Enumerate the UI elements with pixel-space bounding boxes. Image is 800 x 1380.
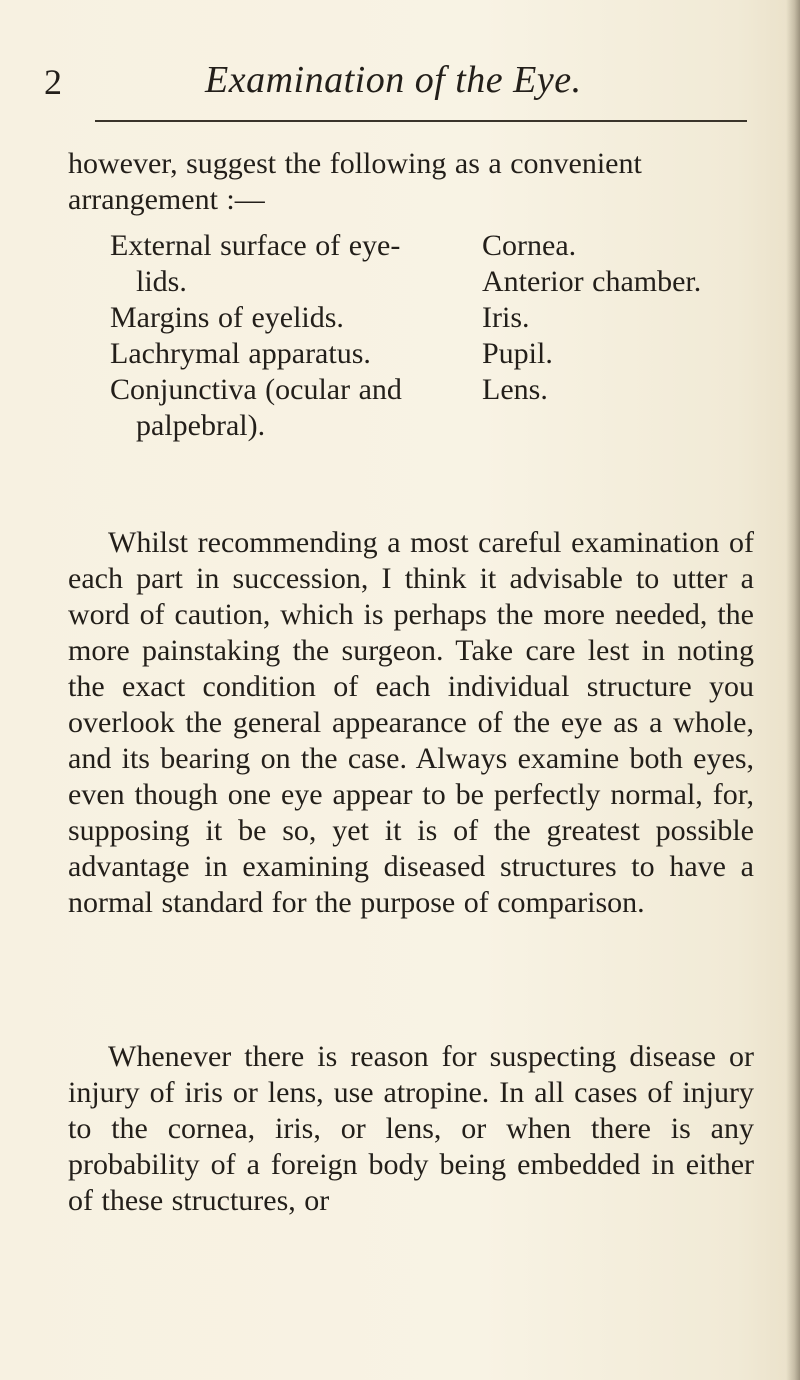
list-item-text: Conjunctiva (ocular and [110, 373, 402, 406]
list-item: Iris. [482, 301, 530, 334]
list-item [110, 300, 470, 336]
page-number: 2 [44, 62, 62, 102]
list-item-text: Margins of eyelids. [110, 301, 344, 334]
header-rule [95, 120, 747, 122]
list-item [110, 372, 470, 444]
list-item-continuation: lids. [136, 265, 187, 298]
list-item: Pupil. [482, 337, 553, 370]
list-item: Lens. [482, 373, 548, 406]
list-item: Anterior chamber. [482, 265, 702, 298]
list-item-continuation: palpebral). [136, 409, 266, 442]
eye-structures-list [482, 228, 772, 408]
list-item [110, 336, 470, 372]
paragraph-caution: Whilst recommending a most careful examination of each part in succession, I think it advisable to utter a word of caution, which is perhaps the more needed, the more painstaking the surgeon. Take care lest in noting the exact condition of each individual structure you overlook the general appearance of the eye as a whole, and its bearing on the case. Always examine both eyes, even though one eye appear to be perfectly normal, for, supposing it be so, yet it is of the greatest possible advantage in examining diseased structures to have a normal standard for the purpose of comparison. [68, 526, 754, 919]
page-edge-shadow [786, 0, 800, 1380]
intro-text: however, suggest the following as a convenient arrangement :— [68, 147, 642, 216]
running-title: Examination of the Eye. [205, 59, 582, 101]
list-item: Cornea. [482, 229, 577, 262]
paragraph-atropine: Whenever there is reason for suspecting disease or injury of iris or lens, use atropine. In all cases of injury to the cornea, iris, or lens, or when there is any probability of a foreign body being embedded in either of these structures, or [68, 1040, 754, 1217]
eyelid-structures-list [110, 228, 470, 444]
list-item-text: Lachrymal apparatus. [110, 337, 371, 370]
list-item [110, 228, 470, 300]
list-item-text: External surface of eye- [110, 229, 401, 262]
